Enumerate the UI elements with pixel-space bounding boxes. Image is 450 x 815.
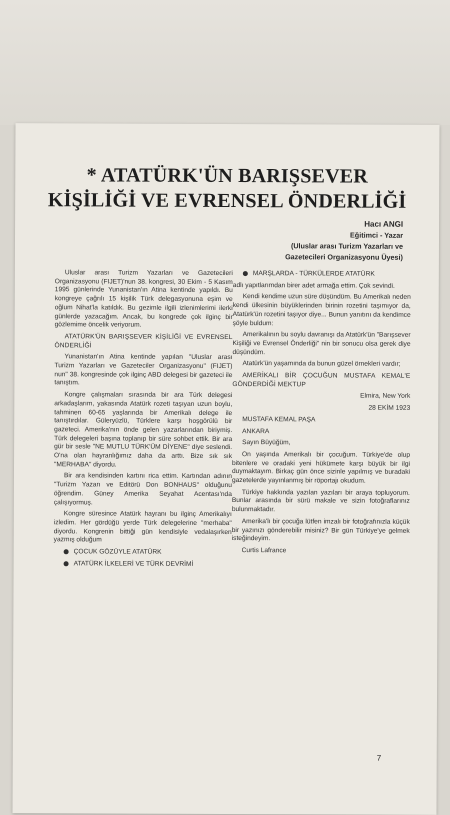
paragraph: Yunanistan'ın Atina kentinde yapılan "Uluslar arası Turizm Yazarları ve Gazeteciler Organizasyonu" (FIJET) nun" 38. kongresinde çok ilginç ABD delegesi bir gazeteci ile tanıştım. — [54, 353, 233, 387]
author-org-2: Gazetecileri Organizasyonu Üyesi) — [285, 252, 403, 262]
page-number: 7 — [376, 753, 382, 763]
paragraph: Atatürk'ün yaşamında da bunun güzel örnekleri vardır; — [242, 360, 401, 369]
list-item-label: ÇOCUK GÖZÜYLE ATATÜRK — [73, 548, 162, 556]
list-item — [54, 548, 232, 557]
letter-date: 28 EKİM 1923 — [368, 404, 411, 412]
paragraph: Uluslar arası Turizm Yazarları ve Gazetecileri Organizasyonu (FIJET)'nun 38. kongresi, 30 Ekim - 5 Kasım 1995 günlerinde Yunanistan'ın Atina kentinde yapıldı. Bu kongreye çağrılı 15 kişilik Türk delegasyonuna eşim ve oğlum Nihat'la katıldık. Bu gezimle ilgili izlenimlerimi ilerki günlerde yazacağım. Ancak, bu kongrede çok ilginç bir gözlemime öncelik veriyorum. — [54, 269, 233, 329]
author-role: Eğitimci - Yazar — [350, 230, 404, 240]
section-heading: AMERİKALI BİR ÇOCUĞUN MUSTAFA KEMAL'E GÖNDERDİĞİ MEKTUP — [232, 372, 411, 389]
paragraph: Kendi kendime uzun süre düşündüm. Bu Amerikalı neden kendi ülkesinin büyüklerinden birinin rozetini taşımıyor da, Atatürk'ün rozetini taşıyor diye... Bunun yanıtını da kendimce şöyle buldum: — [232, 293, 411, 327]
background-wall — [0, 0, 450, 125]
author-name: Hacı ANGI — [364, 219, 404, 229]
letter-place: Elmira, New York — [360, 393, 411, 401]
paragraph: Türkiye hakkında yazılan yazıları bir araya topluyorum. Bunlar arasında bir sürü makale ve sizin fotoğraflarınız bulunmaktadır. — [231, 488, 410, 514]
letter-city: ANKARA — [242, 427, 270, 435]
list-item — [54, 560, 232, 569]
list-item — [233, 270, 411, 279]
right-column — [232, 270, 411, 559]
article-title — [15, 163, 439, 215]
paragraph: Amerika'lı bir çocuğa lütfen imzalı bir fotoğrafınızla küçük bir yazınızı gönderebilir misiniz? Bir gün Türkiye'ye gelmek isteğindeyim. — [231, 517, 410, 543]
bullet-icon — [243, 271, 248, 276]
paragraph: Bir ara kendisinden kartını rica ettim. Kartından adının "Turizm Yazarı ve Editörü Don BONHAUS" olduğunu öğrendim. Güney Amerika Seyahat Acentası'nda çalışıyormuş. — [53, 472, 232, 506]
paragraph: adlı yapıtlarımdan birer adet armağa ettim. Çok sevindi. — [232, 281, 395, 290]
title-line-2: KİŞİLİĞİ VE EVRENSEL ÖNDERLİĞİ — [47, 189, 407, 213]
letter-greeting: Sayın Büyüğüm, — [242, 439, 291, 447]
magazine-page — [12, 123, 439, 815]
title-line-1: * ATATÜRK'ÜN BARIŞSEVER — [86, 164, 368, 188]
author-org-1: (Uluslar arası Turizm Yazarları ve — [290, 241, 403, 251]
letter-recipient: MUSTAFA KEMAL PAŞA — [242, 415, 316, 424]
bullet-icon — [64, 549, 69, 554]
paragraph: Kongre çalışmaları sırasında bir ara Türk delegesi arkadaşlarım, yakasında Atatürk rozeti taşıyan uzun boylu, tahminen 60-65 yaşlarında bir Amerikalı delege ile tanıştırdılar. Güleryüzlü, Türklere karşı hoşgörülü bir gazeteci. Amerika'nın önde gelen yazarlarından biriymiş. Türk delegeleri başına toplanıp bir süre sohbet ettik. Bir ara gür bir sesle "NE MUTLU TÜRK'ÜM DİYENE" diye seslendi. O'na olan hayranlığımız daha da arttı. Bize sık sık "MERHABA" diyordu. — [54, 391, 233, 469]
bullet-icon — [64, 561, 69, 566]
list-item-label: ATATÜRK İLKELERİ VE TÜRK DEVRİMİ — [73, 560, 194, 568]
letter-signature: Curtis Lafrance — [241, 547, 287, 555]
paragraph: Amerikalının bu soylu davranışı da Atatürk'ün "Barışsever Kişiliği ve Evrensel Önderliği" nin bir sonucu olsa gerek diye düşündüm. — [232, 331, 411, 356]
author-block — [285, 218, 403, 263]
paragraph: Kongre süresince Atatürk hayranı bu ilginç Amerikalıyı izledim. Her gördüğü yerde Türk delegelerine "merhaba" diyordu. Kongrenin bittiği gün kendisiyle vedalaşırken yazmış olduğum — [53, 510, 232, 544]
section-heading: ATATÜRK'ÜN BARIŞSEVER KİŞİLİĞİ VE EVRENSEL ÖNDERLİĞİ — [54, 333, 233, 350]
left-column — [54, 269, 233, 572]
list-item-label: MARŞLARDA - TÜRKÜLERDE ATATÜRK — [252, 270, 375, 278]
paragraph: On yaşında Amerikalı bir çocuğum. Türkiye'de olup bitenlere ve oradaki yeni hükümete karşı büyük bir ilgi duymaktayım. Birkaç gün önce sizinle yapılmış ve buradaki gazetelerde yayınlanmış bir röportajı okudum. — [231, 451, 411, 485]
